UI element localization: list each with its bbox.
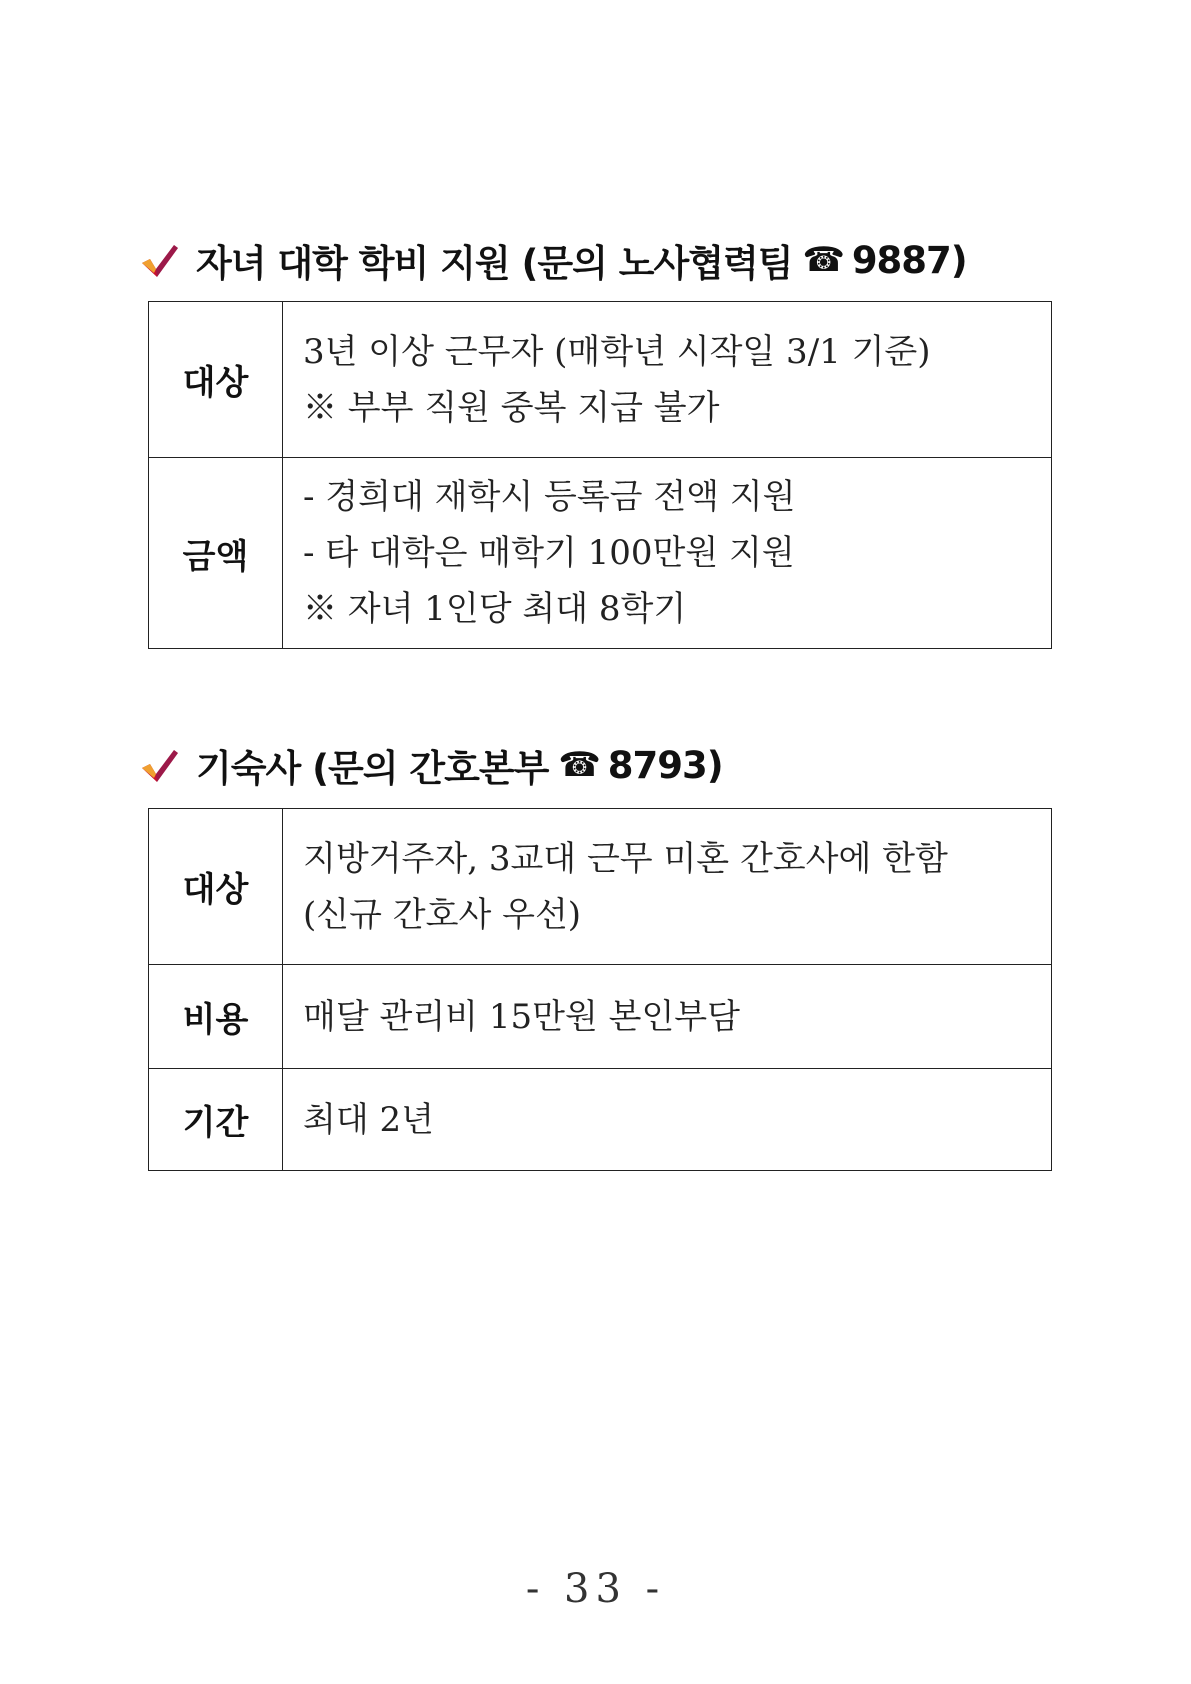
section-title: 자녀 대학 학비 지원 (문의 노사협력팀 bbox=[196, 242, 793, 285]
row-label: 대상 bbox=[149, 302, 283, 458]
table-row bbox=[149, 965, 1052, 1069]
row-label: 비용 bbox=[149, 965, 283, 1069]
row-content bbox=[283, 809, 1052, 965]
checkmark-icon bbox=[138, 239, 180, 281]
row-content bbox=[283, 302, 1052, 458]
checkmark-icon bbox=[138, 744, 180, 786]
telephone-icon: ☎ bbox=[802, 240, 844, 280]
table-row bbox=[149, 1069, 1052, 1171]
row-label: 대상 bbox=[149, 809, 283, 965]
section-heading-tuition bbox=[138, 233, 967, 287]
row-content bbox=[283, 458, 1052, 649]
content-line: 최대 2년 bbox=[303, 1099, 434, 1140]
table-row bbox=[149, 809, 1052, 965]
phone-extension: 9887) bbox=[851, 238, 967, 282]
content-line: (신규 간호사 우선) bbox=[303, 894, 582, 935]
page-number: - 33 - bbox=[525, 1566, 666, 1612]
content-line: 지방거주자, 3교대 근무 미혼 간호사에 한함 bbox=[303, 838, 948, 879]
row-content bbox=[283, 965, 1052, 1069]
content-line: 매달 관리비 15만원 본인부담 bbox=[303, 996, 740, 1037]
content-line: ※ 부부 직원 중복 지급 불가 bbox=[303, 387, 720, 428]
content-line: - 타 대학은 매학기 100만원 지원 bbox=[303, 533, 795, 573]
table-row bbox=[149, 302, 1052, 458]
content-line: ※ 자녀 1인당 최대 8학기 bbox=[303, 589, 687, 629]
row-label: 금액 bbox=[149, 458, 283, 649]
dormitory-table bbox=[148, 808, 1052, 1171]
content-line: 3년 이상 근무자 (매학년 시작일 3/1 기준) bbox=[303, 331, 931, 372]
phone-extension: 8793) bbox=[607, 743, 723, 787]
row-content bbox=[283, 1069, 1052, 1171]
content-line: - 경희대 재학시 등록금 전액 지원 bbox=[303, 477, 796, 517]
row-label: 기간 bbox=[149, 1069, 283, 1171]
telephone-icon: ☎ bbox=[558, 745, 600, 785]
section-heading-dormitory bbox=[138, 738, 723, 792]
table-row bbox=[149, 458, 1052, 649]
section-title: 기숙사 (문의 간호본부 bbox=[196, 747, 549, 790]
tuition-support-table bbox=[148, 301, 1052, 649]
